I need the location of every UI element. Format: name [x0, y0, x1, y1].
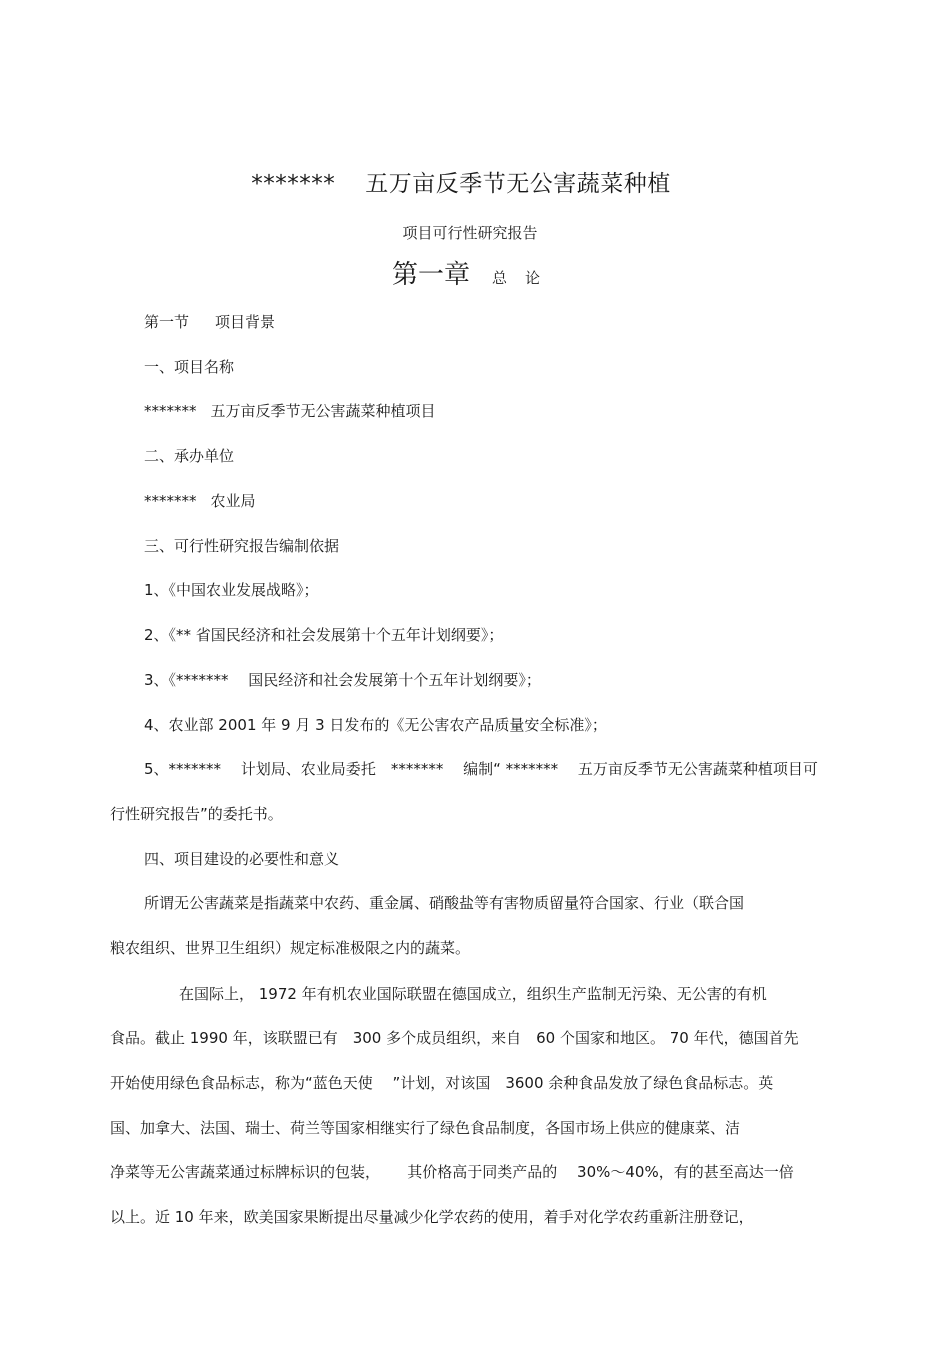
paragraph2-line2: 食品。截止 1990 年，该联盟已有 300 多个成员组织，来自 60 个国家和地区。 70 年代，德国首先: [110, 1029, 799, 1047]
title-stars: *******: [251, 171, 336, 197]
title-text: 五万亩反季节无公害蔬菜种植: [365, 171, 671, 197]
document-subtitle: 项目可行性研究报告: [402, 224, 538, 242]
section-title: 项目背景: [215, 313, 276, 331]
paragraph2-line1: 在国际上， 1972 年有机农业国际联盟在德国成立，组织生产监制无污染、无公害的有机: [179, 985, 767, 1003]
item1-heading: 一、项目名称: [144, 358, 235, 376]
paragraph2-line5: 净菜等无公害蔬菜通过标牌标识的包装， 其价格高于同类产品的 30%～40%，有的甚至高达一倍: [110, 1163, 794, 1181]
paragraph1-line2: 粮农组织、世界卫生组织）规定标准极限之内的蔬菜。: [110, 939, 471, 957]
item4-heading: 四、项目建设的必要性和意义: [144, 850, 340, 868]
basis-item-5-line2: 行性研究报告”的委托书。: [110, 805, 283, 823]
paragraph1-line1: 所谓无公害蔬菜是指蔬菜中农药、重金属、硝酸盐等有害物质留量符合国家、行业（联合国: [144, 894, 745, 912]
chapter-number: 第一章: [391, 260, 470, 290]
item2-heading: 二、承办单位: [144, 447, 235, 465]
paragraph2-line3: 开始使用绿色食品标志，称为“蓝色天使 ”计划，对该国 3600 余种食品发放了绿色食品标志。英: [110, 1074, 774, 1092]
item1-value: 五万亩反季节无公害蔬菜种植项目: [210, 402, 436, 420]
paragraph2-line6: 以上。近 10 年来，欧美国家果断提出尽量减少化学农药的使用，着手对化学农药重新注册登记，: [110, 1208, 754, 1226]
chapter-subtitle: 总论: [492, 269, 559, 287]
chapter-heading: [0, 262, 950, 288]
paragraph2-line4: 国、加拿大、法国、瑞士、荷兰等国家相继实行了绿色食品制度，各国市场上供应的健康菜、洁: [110, 1119, 741, 1137]
item1-content: [144, 404, 436, 419]
basis-item-1: 1、《中国农业发展战略》；: [144, 581, 319, 599]
document-title: [0, 173, 922, 196]
basis-item-4: 4、农业部 2001 年 9 月 3 日发布的《无公害农产品质量安全标准》；: [144, 716, 607, 734]
basis-item-3: 3、《******* 国民经济和社会发展第十个五年计划纲要》；: [144, 671, 541, 689]
basis-item-5-line1: 5、******* 计划局、农业局委托 ******* 编制“ ******* 五万亩反季节无公害蔬菜种植项目可: [144, 760, 818, 778]
item3-heading: 三、可行性研究报告编制依据: [144, 537, 340, 555]
basis-item-2: 2、《** 省国民经济和社会发展第十个五年计划纲要》；: [144, 626, 504, 644]
item2-value: 农业局: [210, 492, 256, 510]
section-number: 第一节: [144, 313, 190, 331]
section-heading: [144, 315, 275, 330]
item1-stars: *******: [144, 402, 197, 420]
item2-content: [144, 494, 256, 509]
item2-stars: *******: [144, 492, 197, 510]
